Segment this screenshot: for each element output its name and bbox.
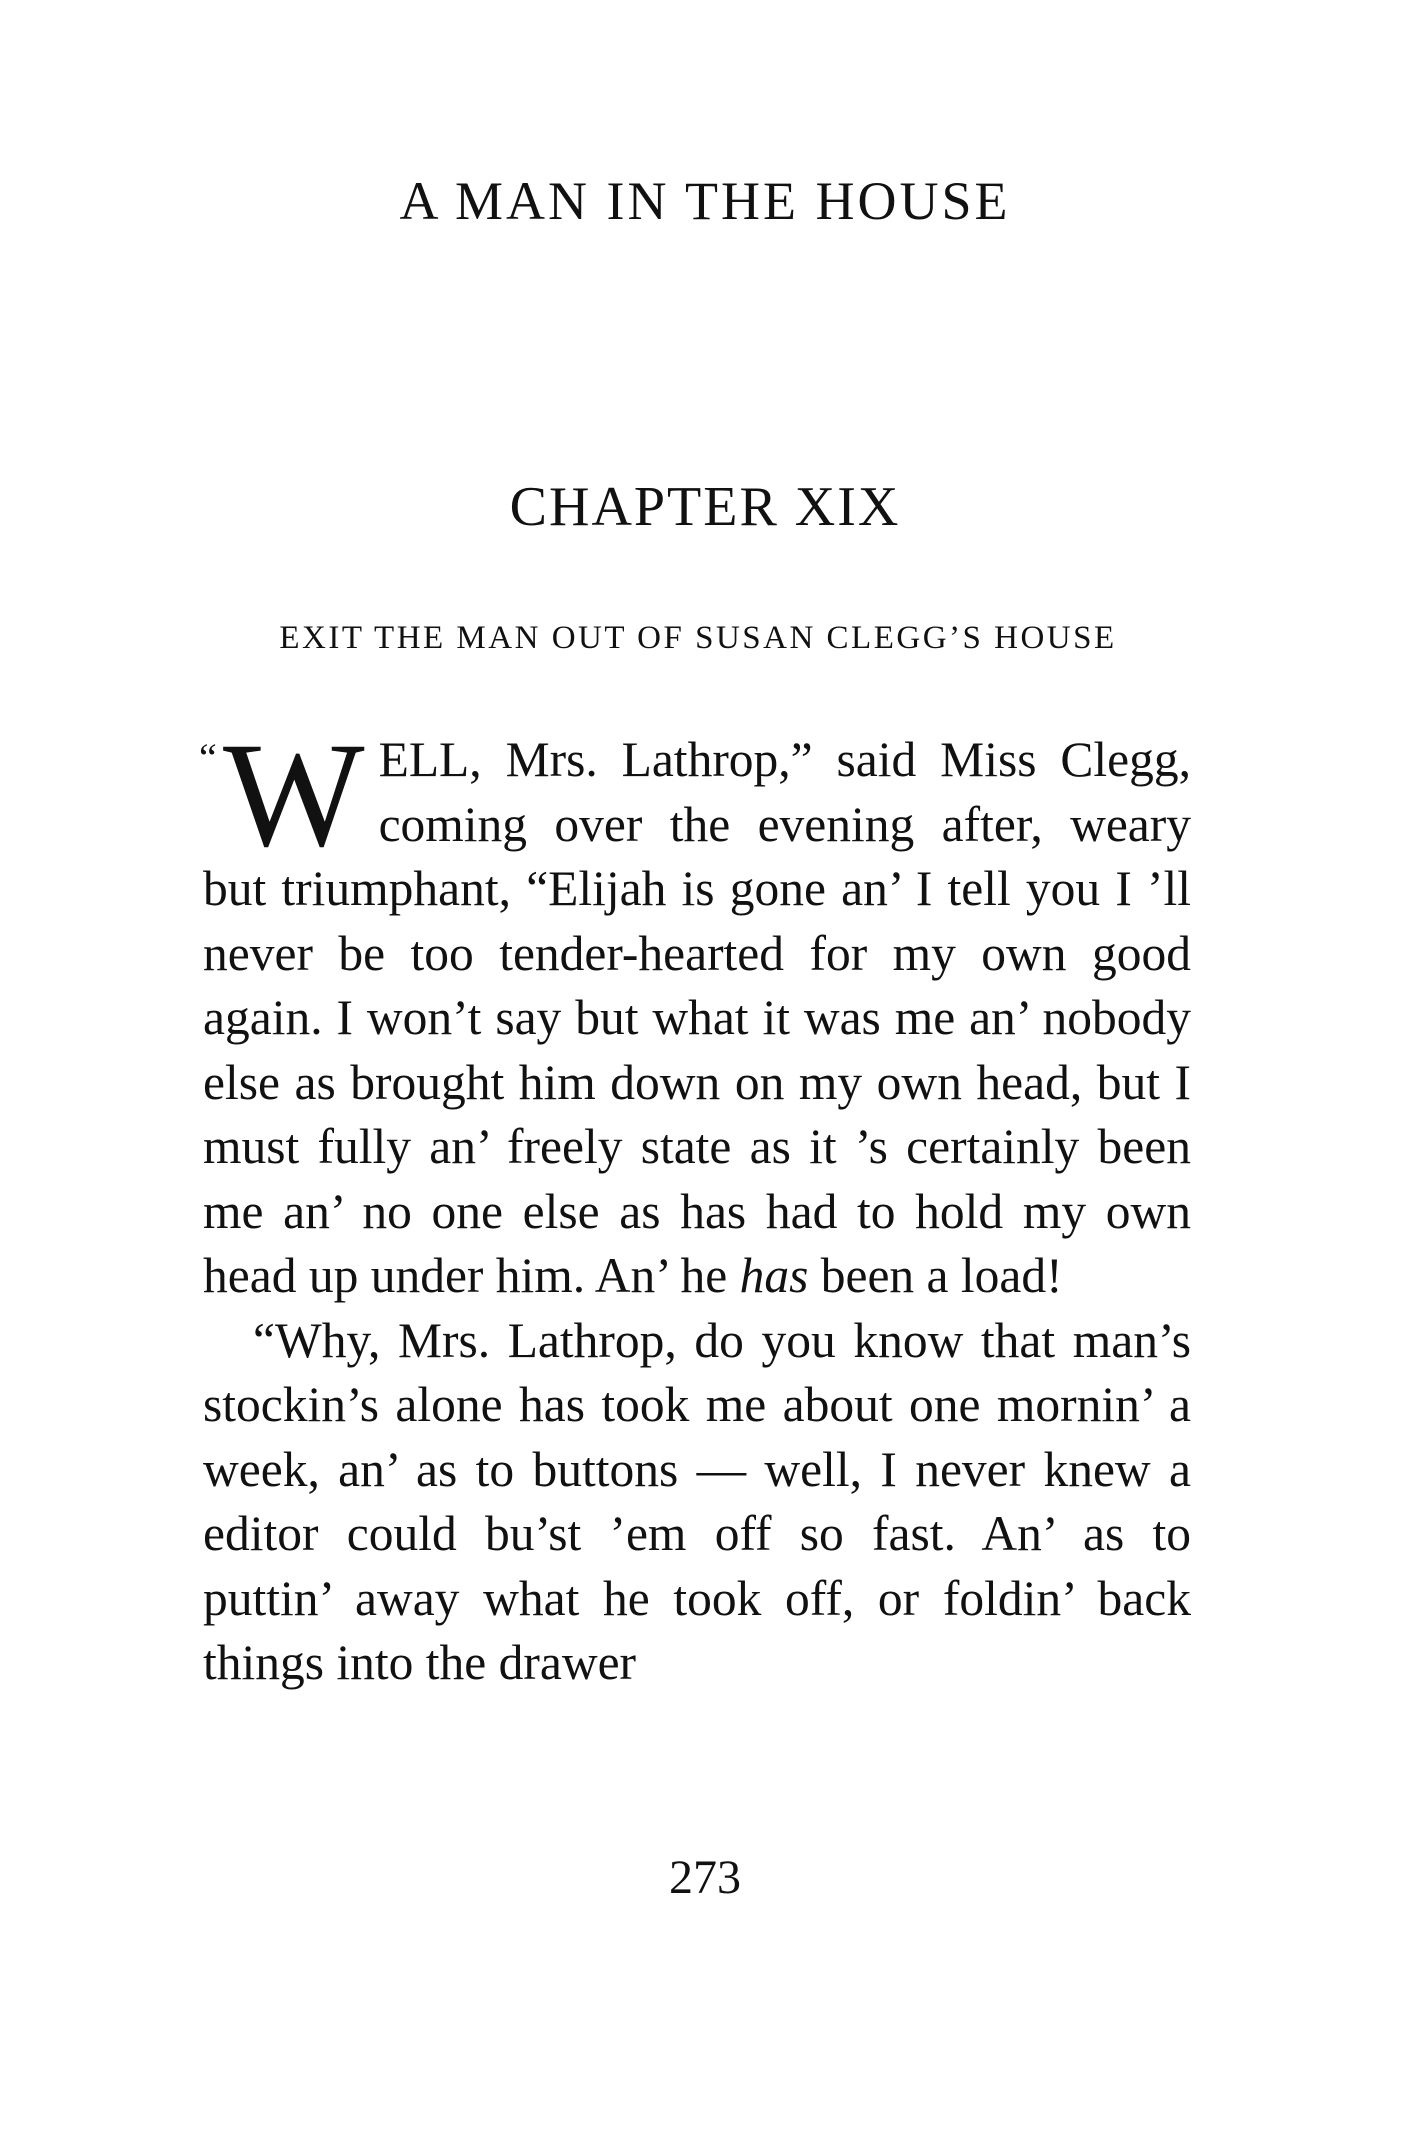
paragraph-1-text: ELL, Mrs. Lathrop,” said Miss Clegg, coming over the evening after, weary but triumphant, “Elijah is gone an’ I tell you I ’ll never be too tender-hearted for my own good again. I won’t say but what it was me an’ nobody else as brought him down on my own head, but I must fully an’ freely state as it ’s certainly been me an’ no one else as has had to hold my own head up under him. An’ he (203, 732, 1191, 1303)
paragraph-1 (199, 712, 1191, 1309)
paragraph-1-italic: has (739, 1248, 809, 1303)
opening-quote: “ (199, 735, 217, 780)
chapter-number: CHAPTER XIX (509, 476, 901, 538)
chapter-subtitle: EXIT THE MAN OUT OF SUSAN CLEGG’S HOUSE (279, 620, 1117, 656)
drop-cap: W (223, 712, 365, 878)
page-number: 273 (669, 1851, 741, 1904)
paragraph-2: “Why, Mrs. Lathrop, do you know that man’s stockin’s alone has took me about one mornin’ a week, an’ as to buttons — well, I never knew a editor could bu’st ’em off so fast. An’ as to puttin’ away what he took off, or foldin’ back things into the drawer (203, 1312, 1191, 1690)
running-head: A MAN IN THE HOUSE (399, 171, 1011, 231)
body-text (199, 712, 1191, 1696)
paragraph-1-end: been a load! (808, 1248, 1063, 1303)
